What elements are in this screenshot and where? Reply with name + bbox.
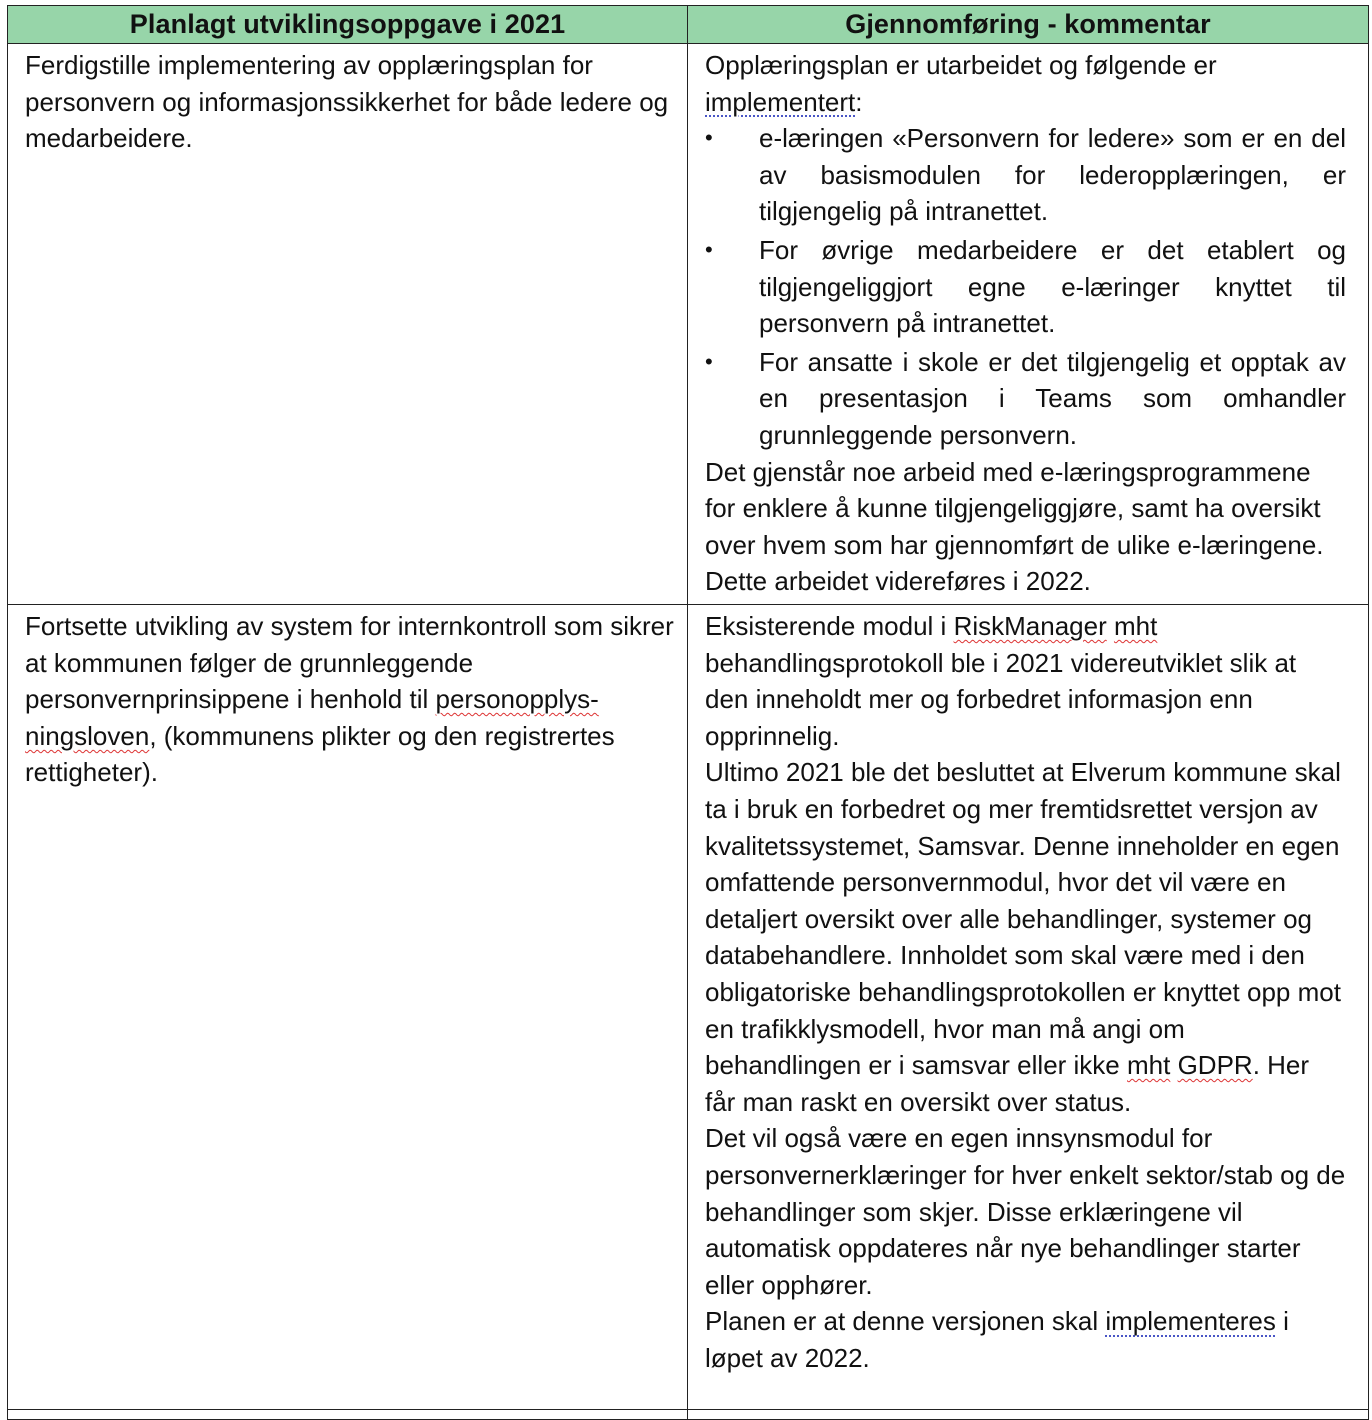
bullet-list [705,120,1346,453]
spelling-marked-word: GDPR [1177,1050,1253,1081]
task-text: Fortsette utvikling av system for internkontroll som sikrer at kommunen følger de grunnleggende personvernprinsippene i henhold til personopplys-ningsloven, (kommunens plikter og den registrertes rettigheter). [25,611,674,788]
spelling-marked-word: mht [1127,1050,1171,1081]
comment-paragraph: Planen er at denne versjonen skal implementeres i løpet av 2022. [705,1306,1289,1373]
table-row [8,44,1369,605]
bullet-icon: • [705,125,713,151]
header-implementation-comment: Gjennomføring - kommentar [688,6,1369,44]
bullet-icon: • [705,236,713,262]
spelling-marked-word: personopplys-ningsloven [25,684,599,751]
comment-outro: Det gjenstår noe arbeid med e-læringsprogrammene for enklere å kunne tilgjengeliggjøre, samt ha oversikt over hvem som har gjennomført de ulike e-læringene. Dette arbeidet videreføres i 2022. [705,456,1324,597]
comment-cell [688,605,1369,1420]
task-cell [8,605,688,1420]
comment-paragraph: Ultimo 2021 ble det besluttet at Elverum kommune skal ta i bruk en forbedret og mer fremtidsrettet versjon av kvalitetssystemet, Samsvar. Denne inneholder en egen omfattende personvernmodul, hvor det vil være en detaljert oversikt over alle behandlinger, systemer og databehandlere. Innholdet som skal være med i den obligatoriske behandlingsprotokollen er knyttet opp mot en trafikklysmodell, hvor man må angi om behandlingen er i samsvar eller ikke mht GDPR. Her får man raskt en oversikt over status. [705,757,1341,1117]
grammar-marked-word: implementeres [1105,1306,1276,1337]
spelling-marked-word: RiskManager [953,611,1107,641]
list-item: • For ansatte i skole er det tilgjengelig et opptak av en presentasjon i Teams som omhandler grunnleggende personvern. [705,344,1346,454]
task-text: Ferdigstille implementering av opplæringsplan for personvern og informasjonssikkerhet for både ledere og medarbeidere. [25,50,669,154]
list-item: • e-læringen «Personvern for ledere» som er en del av basismodulen for lederopplæringen, er tilgjengelig på intranettet. [705,120,1346,230]
table-bottom-border [7,1409,1368,1411]
grammar-marked-word: implementert [705,86,856,117]
comment-paragraph: Det vil også være en egen innsynsmodul for personvernerklæringer for hver enkelt sektor/stab og de behandlinger som skjer. Disse erklæringene vil automatisk oppdateres når nye behandlinger starter eller opphører. [705,1123,1346,1300]
comment-paragraph: Eksisterende modul i RiskManager mht behandlingsprotokoll ble i 2021 videreutviklet slik at den inneholdt mer og forbedret informasjon enn opprinnelig. [705,611,1297,751]
table-row [8,605,1369,1420]
bullet-icon: • [705,348,713,374]
header-planned-task: Planlagt utviklingsoppgave i 2021 [8,6,688,44]
development-tasks-table [7,5,1369,1420]
comment-intro: Opplæringsplan er utarbeidet og følgende er implementert: [705,50,1217,117]
table-header-row [8,6,1369,44]
task-cell [8,44,688,605]
list-item: • For øvrige medarbeidere er det etablert og tilgjengeliggjort egne e-læringer knyttet til personvern på intranettet. [705,232,1346,342]
spelling-marked-word: mht [1113,611,1158,641]
comment-cell [688,44,1369,605]
